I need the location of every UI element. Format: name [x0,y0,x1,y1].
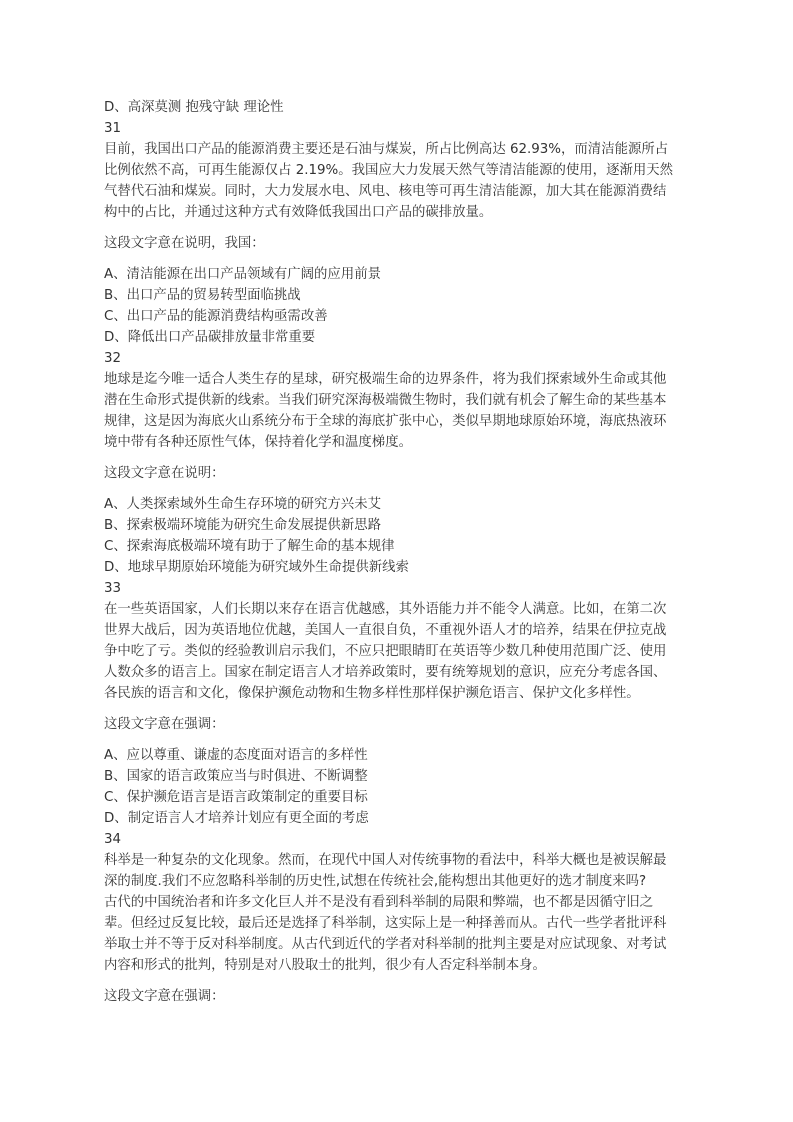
text-line: 内容和形式的批判，特别是对八股取士的批判，很少有人否定科举制本身。 [104,958,546,973]
text-line: 32 [104,351,122,366]
text-line: D、制定语言人才培养计划应有更全面的考虑 [104,811,369,826]
text-line: D、高深莫测 抱残守缺 理论性 [104,100,284,115]
text-line: 目前，我国出口产品的能源消费主要还是石油与煤炭，所占比例高达 62.93%，而清洁能源所占 [104,142,669,157]
text-line: 辈。但经过反复比较，最后还是选择了科举制，这实际上是一种择善而从。古代一些学者批评科 [104,916,667,931]
text-line: 规律，这是因为海底火山系统分布于全球的海底扩张中心，类似早期地球原始环境，海底热液环 [104,414,667,429]
text-line: C、保护濒危语言是语言政策制定的重要目标 [104,790,368,805]
text-line: A、应以尊重、谦虚的态度面对语言的多样性 [104,748,368,763]
text-line: 这段文字意在强调： [104,717,225,732]
text-line: C、探索海底极端环境有助于了解生命的基本规律 [104,539,395,554]
text-line: C、出口产品的能源消费结构亟需改善 [104,309,328,324]
text-line: 在一些英语国家，人们长期以来存在语言优越感，其外语能力并不能令人满意。比如，在第二次 [104,602,667,617]
text-line: 33 [104,581,122,596]
text-line: 比例依然不高，可再生能源仅占 2.19%。我国应大力发展天然气等清洁能源的使用，逐渐用天然 [104,163,674,178]
text-line: 34 [104,832,122,847]
text-line: 境中带有各种还原性气体，保持着化学和温度梯度。 [104,435,412,450]
text-line: 举取士并不等于反对科举制度。从古代到近代的学者对科举制的批判主要是对应试现象、对考试 [104,937,667,952]
text-line: 气替代石油和煤炭。同时，大力发展水电、风电、核电等可再生清洁能源，加大其在能源消费结 [104,184,667,199]
text-line: 这段文字意在说明，我国： [104,236,265,251]
text-line: D、降低出口产品碳排放量非常重要 [104,330,316,345]
text-line: 深的制度.我们不应忽略科举制的历史性,试想在传统社会,能构想出其他更好的选才制度来吗? [104,874,647,889]
text-line: 地球是迄今唯一适合人类生存的星球，研究极端生命的边界条件，将为我们探索域外生命或其他 [104,372,667,387]
text-line: 31 [104,121,122,136]
text-line: B、探索极端环境能为研究生命发展提供新思路 [104,518,381,533]
text-line: 科举是一种复杂的文化现象。然而，在现代中国人对传统事物的看法中，科举大概也是被误解最 [104,853,667,868]
text-line: A、人类探索域外生命生存环境的研究方兴未艾 [104,497,381,512]
text-line: 人数众多的语言上。国家在制定语言人才培养政策时，要有统筹规划的意识，应充分考虑各国、 [104,665,667,680]
text-line: 争中吃了亏。类似的经验教训启示我们，不应只把眼睛盯在英语等少数几种使用范围广泛、使用 [104,644,667,659]
text-line: 这段文字意在强调： [104,989,225,1004]
text-line: B、国家的语言政策应当与时俱进、不断调整 [104,769,368,784]
text-line: 潜在生命形式提供新的线索。当我们研究深海极端微生物时，我们就有机会了解生命的某些基本 [104,393,667,408]
text-line: 这段文字意在说明： [104,466,225,481]
text-line: 构中的占比，并通过这种方式有效降低我国出口产品的碳排放量。 [104,205,493,220]
text-line: D、地球早期原始环境能为研究域外生命提供新线索 [104,560,409,575]
text-line: 各民族的语言和文化，像保护濒危动物和生物多样性那样保护濒危语言、保护文化多样性。 [104,686,640,701]
text-line: 古代的中国统治者和许多文化巨人并不是没有看到科举制的局限和弊端，也不都是因循守旧之 [104,895,654,910]
text-line: A、清洁能源在出口产品领域有广阔的应用前景 [104,267,381,282]
text-line: 世界大战后，因为英语地位优越，美国人一直很自负，不重视外语人才的培养，结果在伊拉克战 [104,623,667,638]
text-line: B、出口产品的贸易转型面临挑战 [104,288,301,303]
